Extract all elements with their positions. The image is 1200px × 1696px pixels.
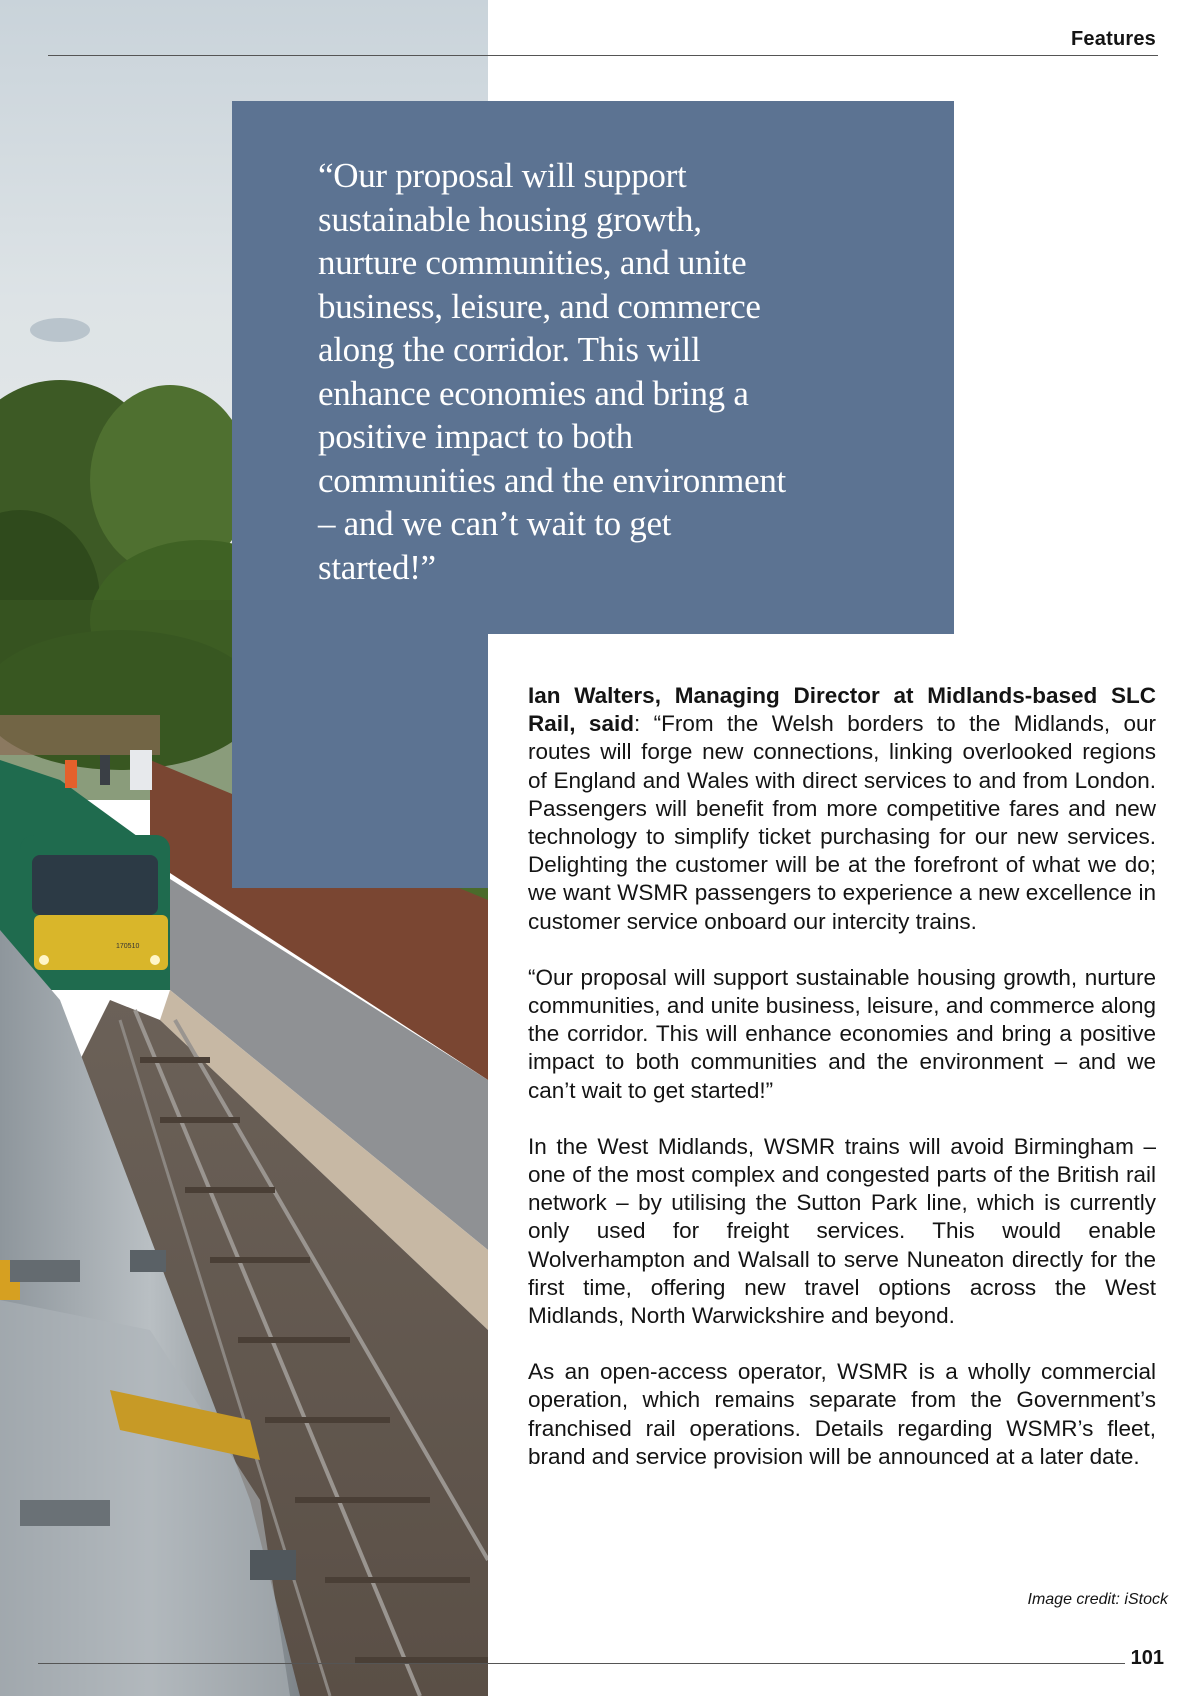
paragraph-3: In the West Midlands, WSMR trains will avoid Birmingham – one of the most complex and congested parts of the British rail network – by utilising the Sutton Park line, which is currently only used for freight services. This would enable Wolverhampton and Walsall to serve Nuneaton directly for the first time, offering new travel options across the West Midlands, North Warwickshire and beyond. [528, 1133, 1156, 1329]
article-body [528, 682, 1156, 1499]
paragraph-1 [528, 682, 1156, 936]
footer-rule [38, 1663, 1128, 1664]
image-credit: Image credit: iStock [1027, 1591, 1168, 1608]
pull-quote: “Our proposal will support sustainable housing growth, nurture communities, and unite business, leisure, and commerce along the corridor. This will enhance economies and bring a positive impact to both communities and the environment – and we can’t wait to get started!” [318, 156, 786, 587]
train-number: 170510 [116, 943, 140, 950]
header-rule [48, 55, 1158, 56]
paragraph-2: “Our proposal will support sustainable housing growth, nurture communities, and unite business, leisure, and commerce along the corridor. This will enhance economies and bring a positive impact to both communities and the environment – and we can’t wait to get started!” [528, 964, 1156, 1103]
paragraph-4: As an open-access operator, WSMR is a wholly commercial operation, which remains separate from the Government’s franchised rail operations. Details regarding WSMR’s fleet, brand and service provision will be announced at a later date. [528, 1359, 1156, 1469]
paragraph-1-text: : “From the Welsh borders to the Midlands, our routes will forge new connections, linking overlooked regions of England and Wales with direct services to and from London. Passengers will benefit from more competitive fares and new technology to simplify ticket purchasing for our new services. Delighting the customer will be at the forefront of what we do; we want WSMR passengers to experience a new excellence in customer service onboard our intercity trains. [528, 711, 1156, 934]
page-number: 101 [1125, 1647, 1164, 1670]
speaker-attribution: Ian Walters, Managing Director at Midlands-based SLC Rail, said [528, 683, 1156, 737]
section-label: Features [1071, 28, 1156, 50]
pull-quote-panel-tail [232, 634, 488, 888]
